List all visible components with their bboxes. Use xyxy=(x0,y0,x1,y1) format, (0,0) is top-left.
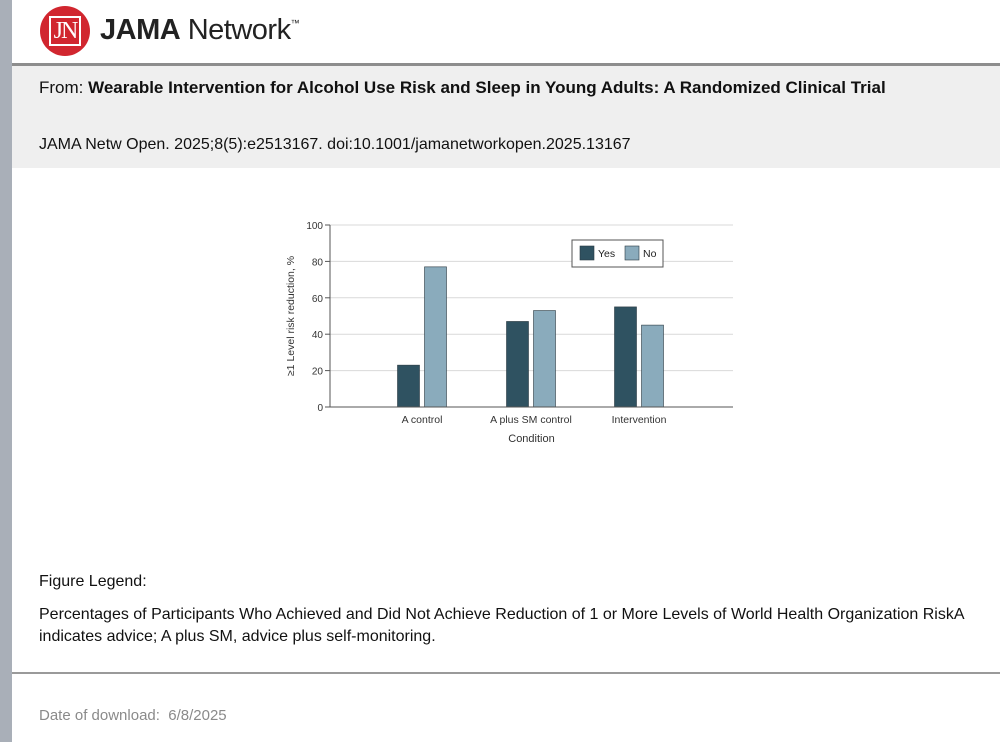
bar-chart xyxy=(270,210,750,460)
figure-legend-text xyxy=(39,604,1000,648)
x-tick-label: A plus SM control xyxy=(490,414,572,426)
y-axis-title: ≥1 Level risk reduction, % xyxy=(285,255,297,377)
from-prefix: From: xyxy=(39,78,89,97)
y-tick-label: 60 xyxy=(311,293,323,305)
bar-no-intervention xyxy=(642,325,664,407)
logo-text: JN xyxy=(49,16,82,46)
download-label: Date of download: xyxy=(39,707,160,724)
citation: JAMA Netw Open. 2025;8(5):e2513167. doi:10.1001/jamanetworkopen.2025.13167 xyxy=(39,136,631,153)
legend-label-yes: Yes xyxy=(598,248,616,260)
bar-yes-intervention xyxy=(615,307,637,407)
download-date xyxy=(39,707,227,724)
jama-network-logo-icon[interactable] xyxy=(40,6,90,56)
bar-yes-a-control xyxy=(398,365,420,407)
y-tick-label: 80 xyxy=(311,257,323,269)
x-tick-label: Intervention xyxy=(611,414,667,426)
left-rail xyxy=(0,0,12,742)
figure-legend-line-2: indicates advice; A plus SM, advice plus self-monitoring. xyxy=(39,628,436,645)
x-axis-title: Condition xyxy=(508,433,555,445)
bar-no-a-plus-sm-control xyxy=(534,311,556,407)
trademark: ™ xyxy=(290,18,300,28)
brand-name[interactable] xyxy=(100,14,299,47)
download-date-value: 6/8/2025 xyxy=(168,707,227,724)
bar-no-a-control xyxy=(425,267,447,407)
from-line xyxy=(39,78,886,98)
y-tick-label: 20 xyxy=(311,366,323,378)
figure-legend-label: Figure Legend: xyxy=(39,573,147,590)
brand-name-bold: JAMA xyxy=(100,14,181,46)
brand-name-rest: Network xyxy=(180,14,291,46)
x-tick-label: A control xyxy=(401,414,443,426)
bar-yes-a-plus-sm-control xyxy=(507,321,529,407)
footer-divider xyxy=(12,672,1000,674)
y-tick-label: 40 xyxy=(311,330,323,342)
legend-swatch-yes xyxy=(580,246,594,260)
legend-label-no: No xyxy=(643,248,657,260)
article-title: Wearable Intervention for Alcohol Use Risk and Sleep in Young Adults: A Randomized Clinical Trial xyxy=(88,78,886,97)
figure-chart xyxy=(270,210,750,460)
legend-swatch-no xyxy=(625,246,639,260)
article-header xyxy=(12,66,1000,168)
site-header xyxy=(12,0,1000,64)
y-tick-label: 0 xyxy=(317,403,323,414)
figure-legend-line-1: Percentages of Participants Who Achieved and Did Not Achieve Reduction of 1 or More Levels of World Health Organization RiskA xyxy=(39,606,965,623)
y-tick-label: 100 xyxy=(306,221,323,232)
